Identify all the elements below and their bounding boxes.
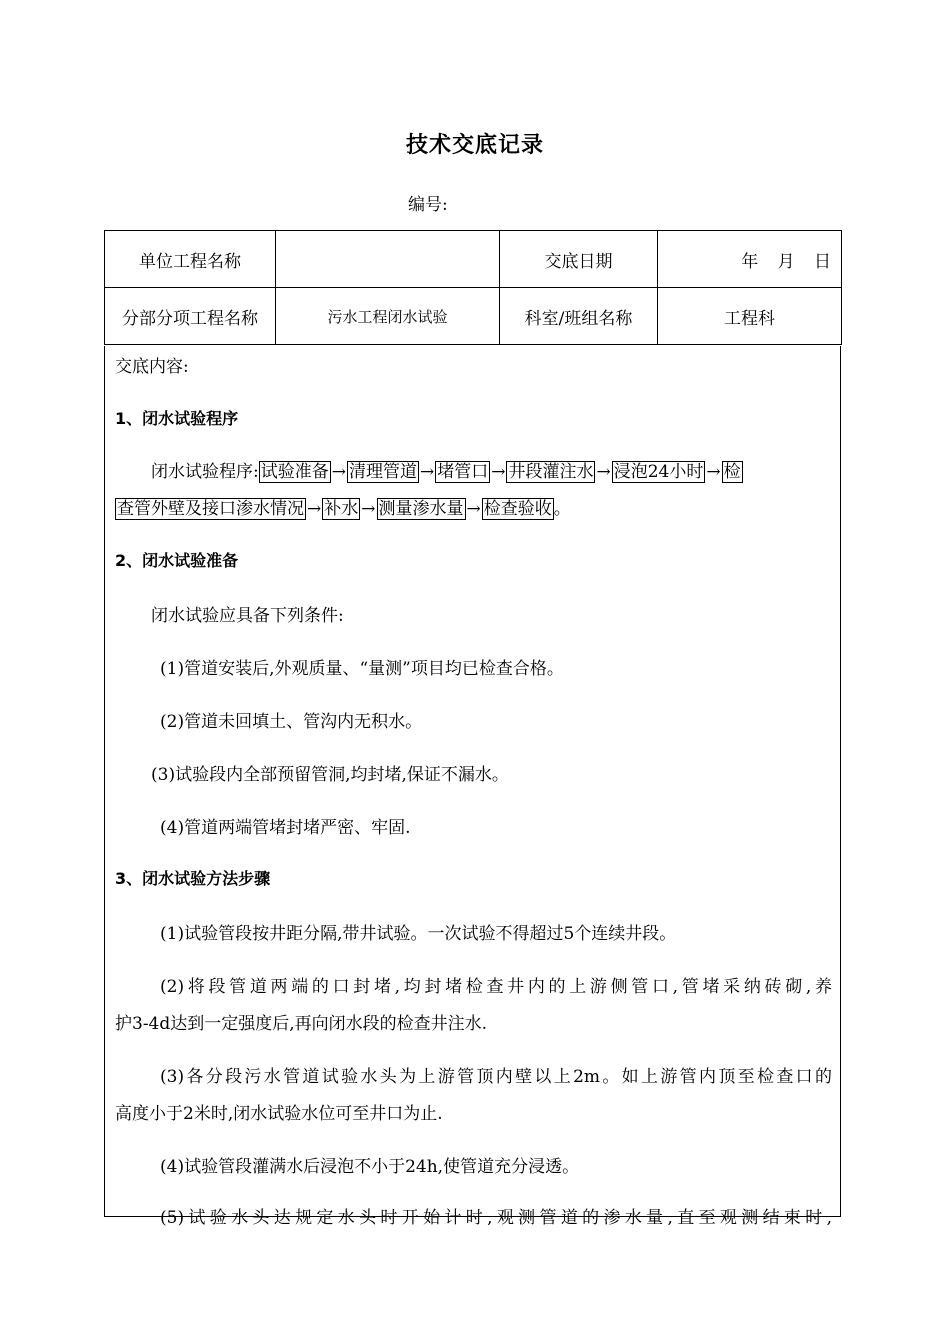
condition-item: (2)管道未回填土、管沟内无积水。 bbox=[160, 712, 423, 732]
arrow-icon: → bbox=[596, 462, 611, 482]
arrow-icon: → bbox=[706, 462, 721, 482]
step-box: 堵管口 bbox=[437, 462, 489, 482]
arrow-icon: → bbox=[361, 499, 376, 519]
handover-date-label: 交底日期 bbox=[500, 231, 658, 288]
method-step-continued: 高度小于2米时,闭水试验水位可至井口为止. bbox=[115, 1104, 443, 1124]
header-table bbox=[104, 230, 842, 345]
arrow-icon: → bbox=[307, 499, 322, 519]
method-step: (2)将段管道两端的口封堵,均封堵检查井内的上游侧管口,管堵采纳砖砌,养 bbox=[160, 977, 832, 997]
section-2-title: 2、闭水试验准备 bbox=[115, 551, 239, 570]
method-step-continued: 护3-4d达到一定强度后,再向闭水段的检查井注水. bbox=[115, 1014, 488, 1034]
step-box: 试验准备 bbox=[260, 462, 329, 482]
sub-project-name-value: 污水工程闭水试验 bbox=[276, 288, 500, 345]
method-step: (5)试验水头达规定水头时开始计时,观测管道的渗水量,直至观测结束时, bbox=[160, 1208, 832, 1228]
step-box: 清理管道 bbox=[348, 462, 417, 482]
procedure-flow-line-1 bbox=[151, 457, 832, 482]
department-name-label: 科室/班组名称 bbox=[500, 288, 658, 345]
step-box: 测量渗水量 bbox=[378, 499, 464, 519]
document-title: 技术交底记录 bbox=[405, 133, 544, 158]
section-1-title: 1、闭水试验程序 bbox=[115, 409, 239, 428]
serial-number-label: 编号: bbox=[408, 195, 448, 215]
handover-date-value: 年 月 日 bbox=[658, 231, 842, 288]
header-row-2 bbox=[105, 288, 842, 345]
step-box: 浸泡24小时 bbox=[613, 462, 704, 482]
sub-project-name-label: 分部分项工程名称 bbox=[105, 288, 276, 345]
step-box: 检 bbox=[723, 462, 741, 482]
procedure-end: 。 bbox=[553, 499, 571, 519]
method-step: (3)各分段污水管道试验水头为上游管顶内壁以上2m。如上游管内顶至检查口的 bbox=[160, 1067, 832, 1087]
condition-item: (4)管道两端管堵封堵严密、牢固. bbox=[160, 818, 411, 838]
arrow-icon: → bbox=[419, 462, 435, 482]
content-section bbox=[104, 346, 841, 1228]
header-row-1 bbox=[105, 231, 842, 288]
procedure-prefix: 闭水试验程序: bbox=[151, 462, 259, 482]
procedure-flow-line-2 bbox=[115, 494, 832, 519]
step-box: 补水 bbox=[324, 499, 359, 519]
step-box: 检查验收 bbox=[483, 499, 552, 519]
method-step: (4)试验管段灌满水后浸泡不小于24h,使管道充分浸透。 bbox=[160, 1157, 580, 1177]
content-intro: 交底内容: bbox=[115, 357, 189, 377]
unit-project-name-value bbox=[276, 231, 500, 288]
section-2-lead: 闭水试验应具备下列条件: bbox=[151, 606, 344, 626]
condition-item: (3)试验段内全部预留管洞,均封堵,保证不漏水。 bbox=[151, 765, 509, 785]
arrow-icon: → bbox=[491, 462, 506, 482]
step-box: 井段灌注水 bbox=[508, 462, 594, 482]
section-3-title: 3、闭水试验方法步骤 bbox=[115, 869, 271, 888]
arrow-icon: → bbox=[331, 462, 346, 482]
condition-item: (1)管道安装后,外观质量、“量测”项目均已检查合格。 bbox=[160, 659, 564, 679]
method-step: (1)试验管段按井距分隔,带井试验。一次试验不得超过5个连续井段。 bbox=[160, 924, 677, 944]
unit-project-name-label: 单位工程名称 bbox=[105, 231, 276, 288]
department-name-value: 工程科 bbox=[658, 288, 842, 345]
step-box: 查管外壁及接口渗水情况 bbox=[117, 499, 304, 519]
arrow-icon: → bbox=[466, 499, 481, 519]
